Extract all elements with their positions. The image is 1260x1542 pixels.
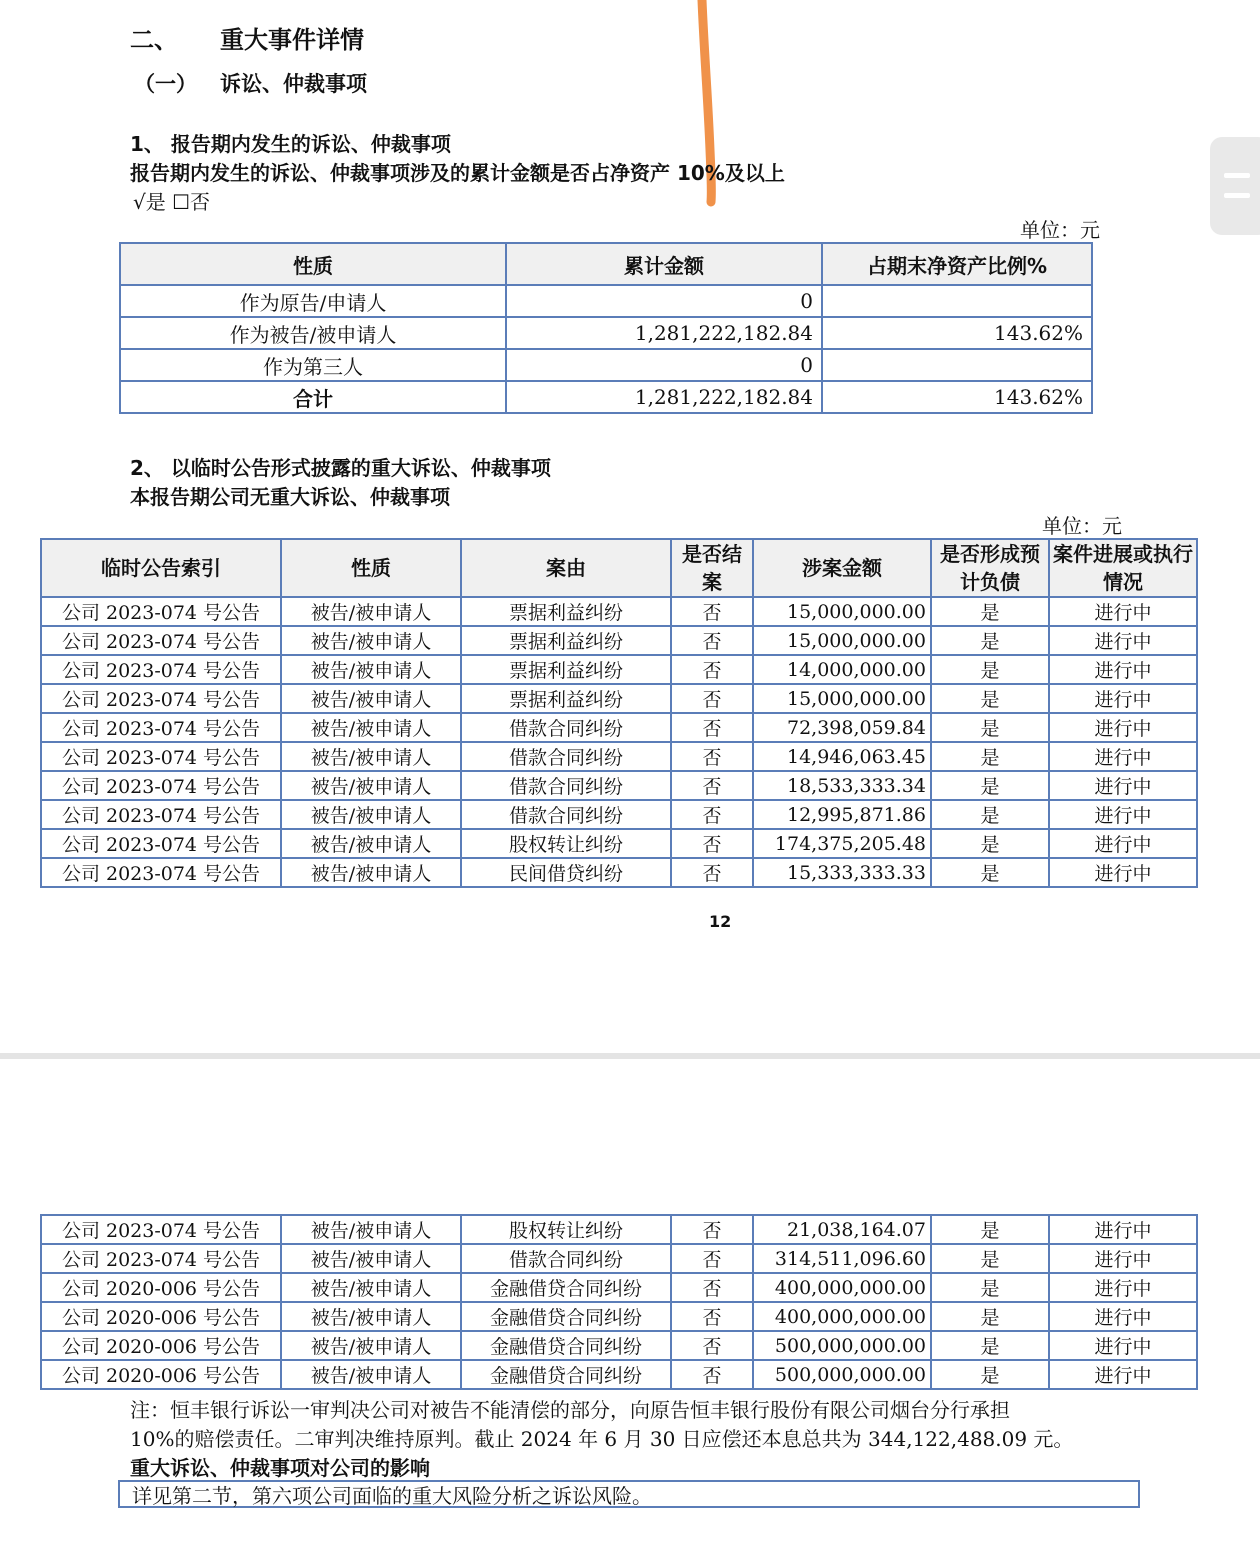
column-header: 性质 <box>120 243 506 285</box>
impact-text: 详见第二节，第六项公司面临的重大风险分析之诉讼风险。 <box>132 1484 652 1508</box>
table-row <box>41 858 1197 887</box>
table-row <box>41 684 1197 713</box>
litigation-summary-table <box>119 242 1093 414</box>
cell-progress: 进行中 <box>1049 742 1197 771</box>
part2-heading: 2、 以临时公告形式披露的重大诉讼、仲裁事项 <box>130 456 551 480</box>
cell-total-label: 合计 <box>120 381 506 413</box>
cell-liability: 是 <box>931 597 1049 626</box>
table-row <box>120 349 1092 381</box>
table-row <box>41 1215 1197 1244</box>
cell-amount: 314,511,096.60 <box>753 1244 931 1273</box>
cell-liability: 是 <box>931 1273 1049 1302</box>
column-header: 临时公告索引 <box>41 539 281 597</box>
cell-cause: 借款合同纠纷 <box>461 742 671 771</box>
column-header: 占期末净资产比例% <box>822 243 1092 285</box>
table-row <box>41 742 1197 771</box>
table-row <box>41 713 1197 742</box>
page-number: 12 <box>709 912 732 931</box>
cell-closed: 否 <box>671 1215 753 1244</box>
table-row <box>41 1331 1197 1360</box>
cell-liability: 是 <box>931 626 1049 655</box>
part1-question: 报告期内发生的诉讼、仲裁事项涉及的累计金额是否占净资产 10%及以上 <box>130 161 785 185</box>
cell-liability: 是 <box>931 858 1049 887</box>
impact-text-box <box>118 1480 1140 1508</box>
cell-cause: 金融借贷合同纠纷 <box>461 1273 671 1302</box>
cell-closed: 否 <box>671 655 753 684</box>
footnote-line-2: 10%的赔偿责任。二审判决维持原判。截止 2024 年 6 月 30 日应偿还本息总共为 344,122,488.09 元。 <box>130 1427 1074 1451</box>
table-row <box>41 829 1197 858</box>
cell-closed: 否 <box>671 626 753 655</box>
table-row <box>41 1360 1197 1389</box>
cell-announcement: 公司 2023-074 号公告 <box>41 800 281 829</box>
cell-nature: 作为原告/申请人 <box>120 285 506 317</box>
cell-liability: 是 <box>931 713 1049 742</box>
cell-amount: 400,000,000.00 <box>753 1302 931 1331</box>
cell-nature: 作为被告/被申请人 <box>120 317 506 349</box>
cell-closed: 否 <box>671 1360 753 1389</box>
cell-closed: 否 <box>671 742 753 771</box>
part2-note: 本报告期公司无重大诉讼、仲裁事项 <box>130 485 450 509</box>
column-header: 案件进展或执行情况 <box>1049 539 1197 597</box>
cell-progress: 进行中 <box>1049 713 1197 742</box>
cell-announcement: 公司 2020-006 号公告 <box>41 1302 281 1331</box>
column-header: 累计金额 <box>506 243 822 285</box>
cell-amount: 21,038,164.07 <box>753 1215 931 1244</box>
cell-progress: 进行中 <box>1049 1273 1197 1302</box>
cell-amount: 0 <box>506 349 822 381</box>
cell-amount: 18,533,333.34 <box>753 771 931 800</box>
impact-heading: 重大诉讼、仲裁事项对公司的影响 <box>130 1456 430 1480</box>
cell-amount: 15,000,000.00 <box>753 684 931 713</box>
cell-cause: 股权转让纠纷 <box>461 1215 671 1244</box>
cell-progress: 进行中 <box>1049 1215 1197 1244</box>
table-row <box>41 771 1197 800</box>
cell-nature: 被告/被申请人 <box>281 742 461 771</box>
part1-heading: 1、 报告期内发生的诉讼、仲裁事项 <box>130 132 451 156</box>
cell-announcement: 公司 2023-074 号公告 <box>41 1244 281 1273</box>
table-row <box>41 1244 1197 1273</box>
table-row <box>41 597 1197 626</box>
cell-ratio: 143.62% <box>822 317 1092 349</box>
subsection-number: （一） <box>134 72 197 96</box>
column-header: 是否结案 <box>671 539 753 597</box>
part2-unit: 单位：元 <box>1042 514 1122 538</box>
cell-amount: 15,000,000.00 <box>753 597 931 626</box>
cell-progress: 进行中 <box>1049 858 1197 887</box>
cell-nature: 被告/被申请人 <box>281 684 461 713</box>
table-row <box>120 317 1092 349</box>
cell-nature: 作为第三人 <box>120 349 506 381</box>
cell-nature: 被告/被申请人 <box>281 858 461 887</box>
cell-amount: 400,000,000.00 <box>753 1273 931 1302</box>
cell-closed: 否 <box>671 771 753 800</box>
cell-liability: 是 <box>931 684 1049 713</box>
cell-closed: 否 <box>671 829 753 858</box>
cell-liability: 是 <box>931 1302 1049 1331</box>
drawer-handle-icon <box>1224 193 1250 198</box>
cell-cause: 股权转让纠纷 <box>461 829 671 858</box>
major-litigation-table-continued <box>40 1214 1198 1390</box>
cell-progress: 进行中 <box>1049 1331 1197 1360</box>
table-row <box>120 285 1092 317</box>
cell-progress: 进行中 <box>1049 684 1197 713</box>
cell-announcement: 公司 2020-006 号公告 <box>41 1331 281 1360</box>
section-number: 二、 <box>130 26 178 54</box>
section-title: 重大事件详情 <box>220 26 364 54</box>
cell-closed: 否 <box>671 713 753 742</box>
cell-ratio <box>822 285 1092 317</box>
cell-announcement: 公司 2023-074 号公告 <box>41 771 281 800</box>
cell-cause: 借款合同纠纷 <box>461 771 671 800</box>
cell-amount: 1,281,222,182.84 <box>506 317 822 349</box>
cell-nature: 被告/被申请人 <box>281 1273 461 1302</box>
cell-progress: 进行中 <box>1049 771 1197 800</box>
cell-announcement: 公司 2023-074 号公告 <box>41 597 281 626</box>
cell-total-amount: 1,281,222,182.84 <box>506 381 822 413</box>
cell-nature: 被告/被申请人 <box>281 800 461 829</box>
cell-liability: 是 <box>931 1360 1049 1389</box>
cell-cause: 借款合同纠纷 <box>461 800 671 829</box>
cell-ratio <box>822 349 1092 381</box>
cell-nature: 被告/被申请人 <box>281 713 461 742</box>
cell-amount: 174,375,205.48 <box>753 829 931 858</box>
cell-progress: 进行中 <box>1049 1244 1197 1273</box>
cell-liability: 是 <box>931 742 1049 771</box>
cell-cause: 票据利益纠纷 <box>461 655 671 684</box>
cell-nature: 被告/被申请人 <box>281 1244 461 1273</box>
cell-liability: 是 <box>931 800 1049 829</box>
cell-cause: 金融借贷合同纠纷 <box>461 1302 671 1331</box>
cell-amount: 12,995,871.86 <box>753 800 931 829</box>
cell-closed: 否 <box>671 1273 753 1302</box>
column-header: 是否形成预计负债 <box>931 539 1049 597</box>
cell-cause: 借款合同纠纷 <box>461 1244 671 1273</box>
cell-nature: 被告/被申请人 <box>281 771 461 800</box>
cell-announcement: 公司 2023-074 号公告 <box>41 858 281 887</box>
cell-announcement: 公司 2023-074 号公告 <box>41 684 281 713</box>
cell-closed: 否 <box>671 800 753 829</box>
table-header-row <box>41 539 1197 597</box>
cell-nature: 被告/被申请人 <box>281 1302 461 1331</box>
cell-amount: 15,333,333.33 <box>753 858 931 887</box>
cell-nature: 被告/被申请人 <box>281 655 461 684</box>
cell-nature: 被告/被申请人 <box>281 597 461 626</box>
cell-liability: 是 <box>931 771 1049 800</box>
subsection-title: 诉讼、仲裁事项 <box>220 72 367 96</box>
major-litigation-table <box>40 538 1198 888</box>
cell-announcement: 公司 2023-074 号公告 <box>41 713 281 742</box>
table-row <box>41 1302 1197 1331</box>
part1-answer-checkbox: √是 ☐否 <box>133 190 211 214</box>
cell-nature: 被告/被申请人 <box>281 1360 461 1389</box>
cell-progress: 进行中 <box>1049 597 1197 626</box>
column-header: 案由 <box>461 539 671 597</box>
cell-closed: 否 <box>671 1302 753 1331</box>
cell-announcement: 公司 2023-074 号公告 <box>41 829 281 858</box>
cell-cause: 票据利益纠纷 <box>461 626 671 655</box>
cell-liability: 是 <box>931 1331 1049 1360</box>
cell-announcement: 公司 2023-074 号公告 <box>41 742 281 771</box>
cell-amount: 14,000,000.00 <box>753 655 931 684</box>
cell-progress: 进行中 <box>1049 626 1197 655</box>
cell-liability: 是 <box>931 655 1049 684</box>
cell-liability: 是 <box>931 1215 1049 1244</box>
cell-liability: 是 <box>931 1244 1049 1273</box>
cell-amount: 72,398,059.84 <box>753 713 931 742</box>
cell-announcement: 公司 2023-074 号公告 <box>41 655 281 684</box>
cell-announcement: 公司 2020-006 号公告 <box>41 1273 281 1302</box>
table-row <box>41 800 1197 829</box>
cell-nature: 被告/被申请人 <box>281 1331 461 1360</box>
cell-closed: 否 <box>671 684 753 713</box>
cell-total-ratio: 143.62% <box>822 381 1092 413</box>
drawer-handle-icon <box>1224 173 1250 178</box>
footnote-line-1: 注：恒丰银行诉讼一审判决公司对被告不能清偿的部分，向原告恒丰银行股份有限公司烟台分行承担 <box>130 1398 1010 1422</box>
cell-announcement: 公司 2020-006 号公告 <box>41 1360 281 1389</box>
cell-amount: 500,000,000.00 <box>753 1360 931 1389</box>
part1-unit: 单位：元 <box>1020 218 1100 242</box>
table-total-row <box>120 381 1092 413</box>
cell-announcement: 公司 2023-074 号公告 <box>41 1215 281 1244</box>
cell-closed: 否 <box>671 597 753 626</box>
cell-amount: 500,000,000.00 <box>753 1331 931 1360</box>
column-header: 性质 <box>281 539 461 597</box>
cell-cause: 借款合同纠纷 <box>461 713 671 742</box>
side-drawer-tab[interactable] <box>1210 137 1260 235</box>
table-row <box>41 1273 1197 1302</box>
cell-amount: 14,946,063.45 <box>753 742 931 771</box>
table-row <box>41 626 1197 655</box>
table-header-row <box>120 243 1092 285</box>
cell-progress: 进行中 <box>1049 829 1197 858</box>
cell-cause: 金融借贷合同纠纷 <box>461 1360 671 1389</box>
cell-closed: 否 <box>671 1244 753 1273</box>
cell-amount: 0 <box>506 285 822 317</box>
cell-progress: 进行中 <box>1049 800 1197 829</box>
cell-cause: 民间借贷纠纷 <box>461 858 671 887</box>
cell-cause: 票据利益纠纷 <box>461 597 671 626</box>
cell-closed: 否 <box>671 1331 753 1360</box>
cell-progress: 进行中 <box>1049 1360 1197 1389</box>
cell-progress: 进行中 <box>1049 1302 1197 1331</box>
cell-cause: 票据利益纠纷 <box>461 684 671 713</box>
column-header: 涉案金额 <box>753 539 931 597</box>
cell-nature: 被告/被申请人 <box>281 829 461 858</box>
cell-liability: 是 <box>931 829 1049 858</box>
table-row <box>41 655 1197 684</box>
cell-nature: 被告/被申请人 <box>281 626 461 655</box>
cell-closed: 否 <box>671 858 753 887</box>
cell-amount: 15,000,000.00 <box>753 626 931 655</box>
cell-cause: 金融借贷合同纠纷 <box>461 1331 671 1360</box>
cell-progress: 进行中 <box>1049 655 1197 684</box>
page-break-divider <box>0 1053 1260 1059</box>
cell-nature: 被告/被申请人 <box>281 1215 461 1244</box>
cell-announcement: 公司 2023-074 号公告 <box>41 626 281 655</box>
